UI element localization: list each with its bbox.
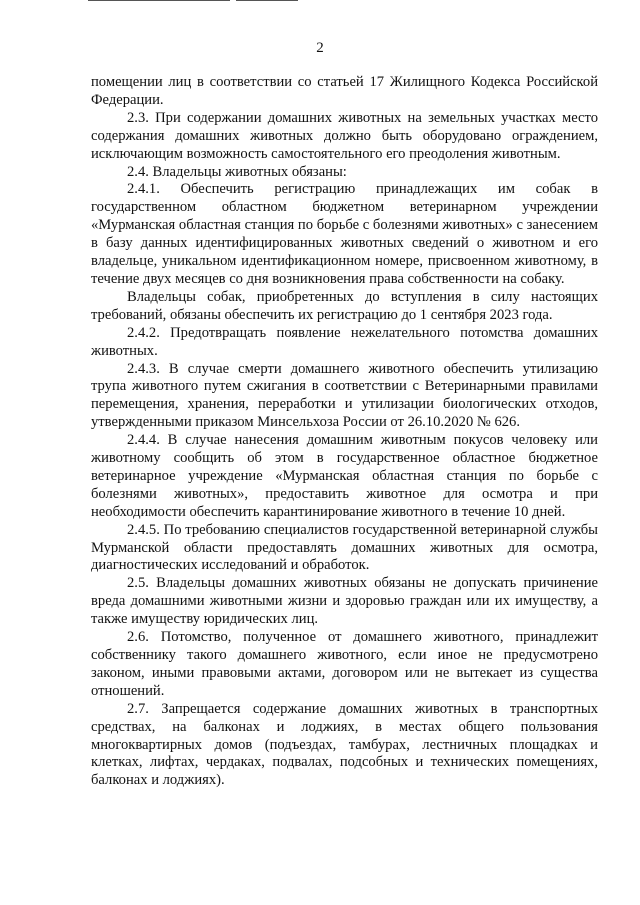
paragraph-2-4: 2.4. Владельцы животных обязаны:	[127, 163, 347, 180]
scan-top-mark-right	[236, 0, 298, 1]
paragraph-2-3: 2.3. При содержании домашних животных на земельных участках место содержания домашних животных должно быть оборудовано ограждением, исключающим возможность самостоятельного его преодоления животным.	[91, 109, 598, 162]
document-body	[91, 74, 598, 790]
paragraph-2-4-5: 2.4.5. По требованию специалистов государственной ветеринарной службы Мурманской области предоставлять домашних животных для осмотра, диагностических исследований и обработок.	[91, 521, 598, 574]
paragraph-2-4-2: 2.4.2. Предотвращать появление нежелательного потомства домашних животных.	[91, 324, 598, 359]
paragraph-2-4-4: 2.4.4. В случае нанесения домашним животным покусов человеку или животному сообщить об этом в государственное областное бюджетное ветеринарное учреждение «Мурманская областная станция по борьбе с болезнями животных», предоставить животное для осмотра и при необходимости обеспечить карантинирование животного в течение 10 дней.	[91, 432, 598, 520]
paragraph-continuation: помещении лиц в соответствии со статьей 17 Жилищного Кодекса Российской Федерации.	[91, 74, 598, 108]
paragraph-2-7: 2.7. Запрещается содержание домашних животных в транспортных средствах, на балконах и лоджиях, в местах общего пользования многоквартирных домов (подъездах, тамбурах, лестничных площадках и клетках, лифтах, чердаках, подвалах, подсобных и технических помещениях, балконах и лоджиях).	[91, 700, 598, 789]
page-number: 2	[316, 40, 324, 56]
paragraph-2-4-1: 2.4.1. Обеспечить регистрацию принадлежащих им собак в государственном областном бюджетном ветеринарном учреждении «Мурманская областная станция по борьбе с болезнями животных» с занесением в базу данных идентифицированных животных сведений о животном и его владельце, уникальном идентификационном номере, присвоенном животному, в течение двух месяцев со дня возникновения права собственности на собаку.	[91, 181, 598, 287]
paragraph-2-5: 2.5. Владельцы домашних животных обязаны не допускать причинение вреда домашними животными жизни и здоровью граждан или их имуществу, а также имуществу юридических лиц.	[91, 575, 598, 628]
paragraph-2-6: 2.6. Потомство, полученное от домашнего животного, принадлежит собственнику такого домашнего животного, если иное не предусмотрено законом, иными правовыми актами, договором или не вытекает из существа отношений.	[91, 629, 598, 699]
paragraph-2-4-3: 2.4.3. В случае смерти домашнего животного обеспечить утилизацию трупа животного путем сжигания в соответствии с Ветеринарными правилами перемещения, хранения, переработки и утилизации биологических отходов, утвержденными приказом Минсельхоза России от 26.10.2020 № 626.	[91, 360, 598, 431]
scan-top-mark-left	[88, 0, 230, 1]
scan-top-marks	[0, 0, 640, 4]
paragraph-2-4-1-owners: Владельцы собак, приобретенных до вступления в силу настоящих требований, обязаны обеспечить их регистрацию до 1 сентября 2023 года.	[91, 288, 598, 323]
